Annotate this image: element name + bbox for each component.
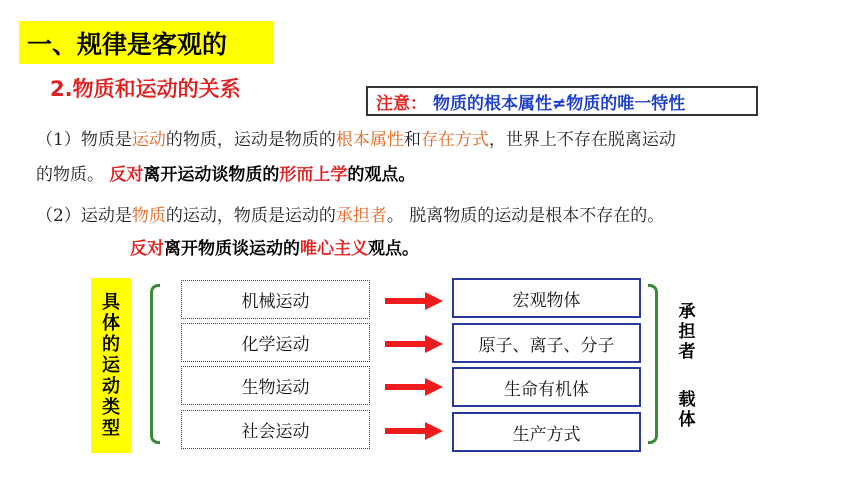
label-char: 体	[678, 410, 696, 430]
text-run: 形而上学	[279, 165, 348, 185]
text-run: 物质	[131, 206, 166, 226]
label-char: 动	[102, 376, 120, 397]
label-char: 类	[102, 397, 120, 418]
text-run: （2）运动是	[36, 206, 132, 226]
label-char: 体	[102, 313, 120, 334]
text-run: 的物质。	[36, 165, 110, 185]
paragraph-1-line-2	[36, 160, 415, 190]
text-run: 的运动，物质是运动的	[165, 206, 336, 226]
text-run: 根本属性	[335, 130, 404, 150]
arrow-icon	[385, 421, 443, 441]
motion-box: 生物运动	[181, 366, 370, 405]
label-char: 担	[678, 322, 696, 342]
text-run: （1）物质是	[36, 130, 132, 150]
label-char: 具	[102, 292, 120, 313]
paragraph-2-line-2	[130, 234, 419, 264]
label-char: 载	[678, 390, 696, 410]
text-run: 观点。	[368, 239, 419, 259]
label-char: 承	[678, 302, 696, 322]
label-char: 的	[102, 334, 120, 355]
note-text: 物质的根本属性≠物质的唯一特性	[433, 93, 686, 114]
text-run: 存在方式	[420, 130, 489, 150]
carrier-box: 生产方式	[452, 412, 641, 452]
text-run: ，世界上不存在脱离运动	[488, 130, 676, 150]
text-run: 承担者	[335, 206, 387, 226]
label-char: 型	[102, 418, 120, 439]
subtitle: 2.物质和运动的关系	[50, 77, 241, 101]
text-run: 的观点。	[347, 165, 416, 185]
arrow-icon	[385, 377, 443, 397]
motion-box: 社会运动	[181, 410, 370, 449]
text-run: 和	[403, 130, 421, 150]
paragraph-2-line-1	[36, 201, 664, 231]
section-title: 一、规律是客观的	[19, 21, 274, 64]
motion-box: 化学运动	[181, 323, 370, 362]
carrier-box: 宏观物体	[452, 278, 641, 318]
arrow-icon	[385, 291, 443, 311]
label-char: 运	[102, 355, 120, 376]
motion-box: 机械运动	[181, 280, 370, 319]
paragraph-1-line-1	[36, 125, 676, 155]
note-label: 注意：	[376, 93, 427, 114]
arrow-icon	[385, 334, 443, 354]
right-bracket	[648, 284, 658, 444]
text-run: 离开物质谈运动的	[164, 239, 300, 259]
text-run: 反对	[109, 165, 144, 185]
label-char: 者	[678, 342, 696, 362]
motion-types-label	[91, 278, 131, 453]
carrier-box: 生命有机体	[452, 367, 641, 407]
carrier-box: 原子、离子、分子	[452, 323, 641, 363]
text-run: 唯心主义	[300, 239, 368, 259]
text-run: 。 脱离物质的运动是根本不存在的。	[386, 206, 665, 226]
text-run: 的物质，运动是物质的	[165, 130, 336, 150]
text-run: 运动	[131, 130, 166, 150]
left-bracket	[150, 284, 160, 444]
carrier-label	[672, 302, 702, 430]
text-run: 反对	[130, 239, 164, 259]
text-run: 离开运动谈物质的	[143, 165, 280, 185]
note-box	[366, 86, 758, 116]
